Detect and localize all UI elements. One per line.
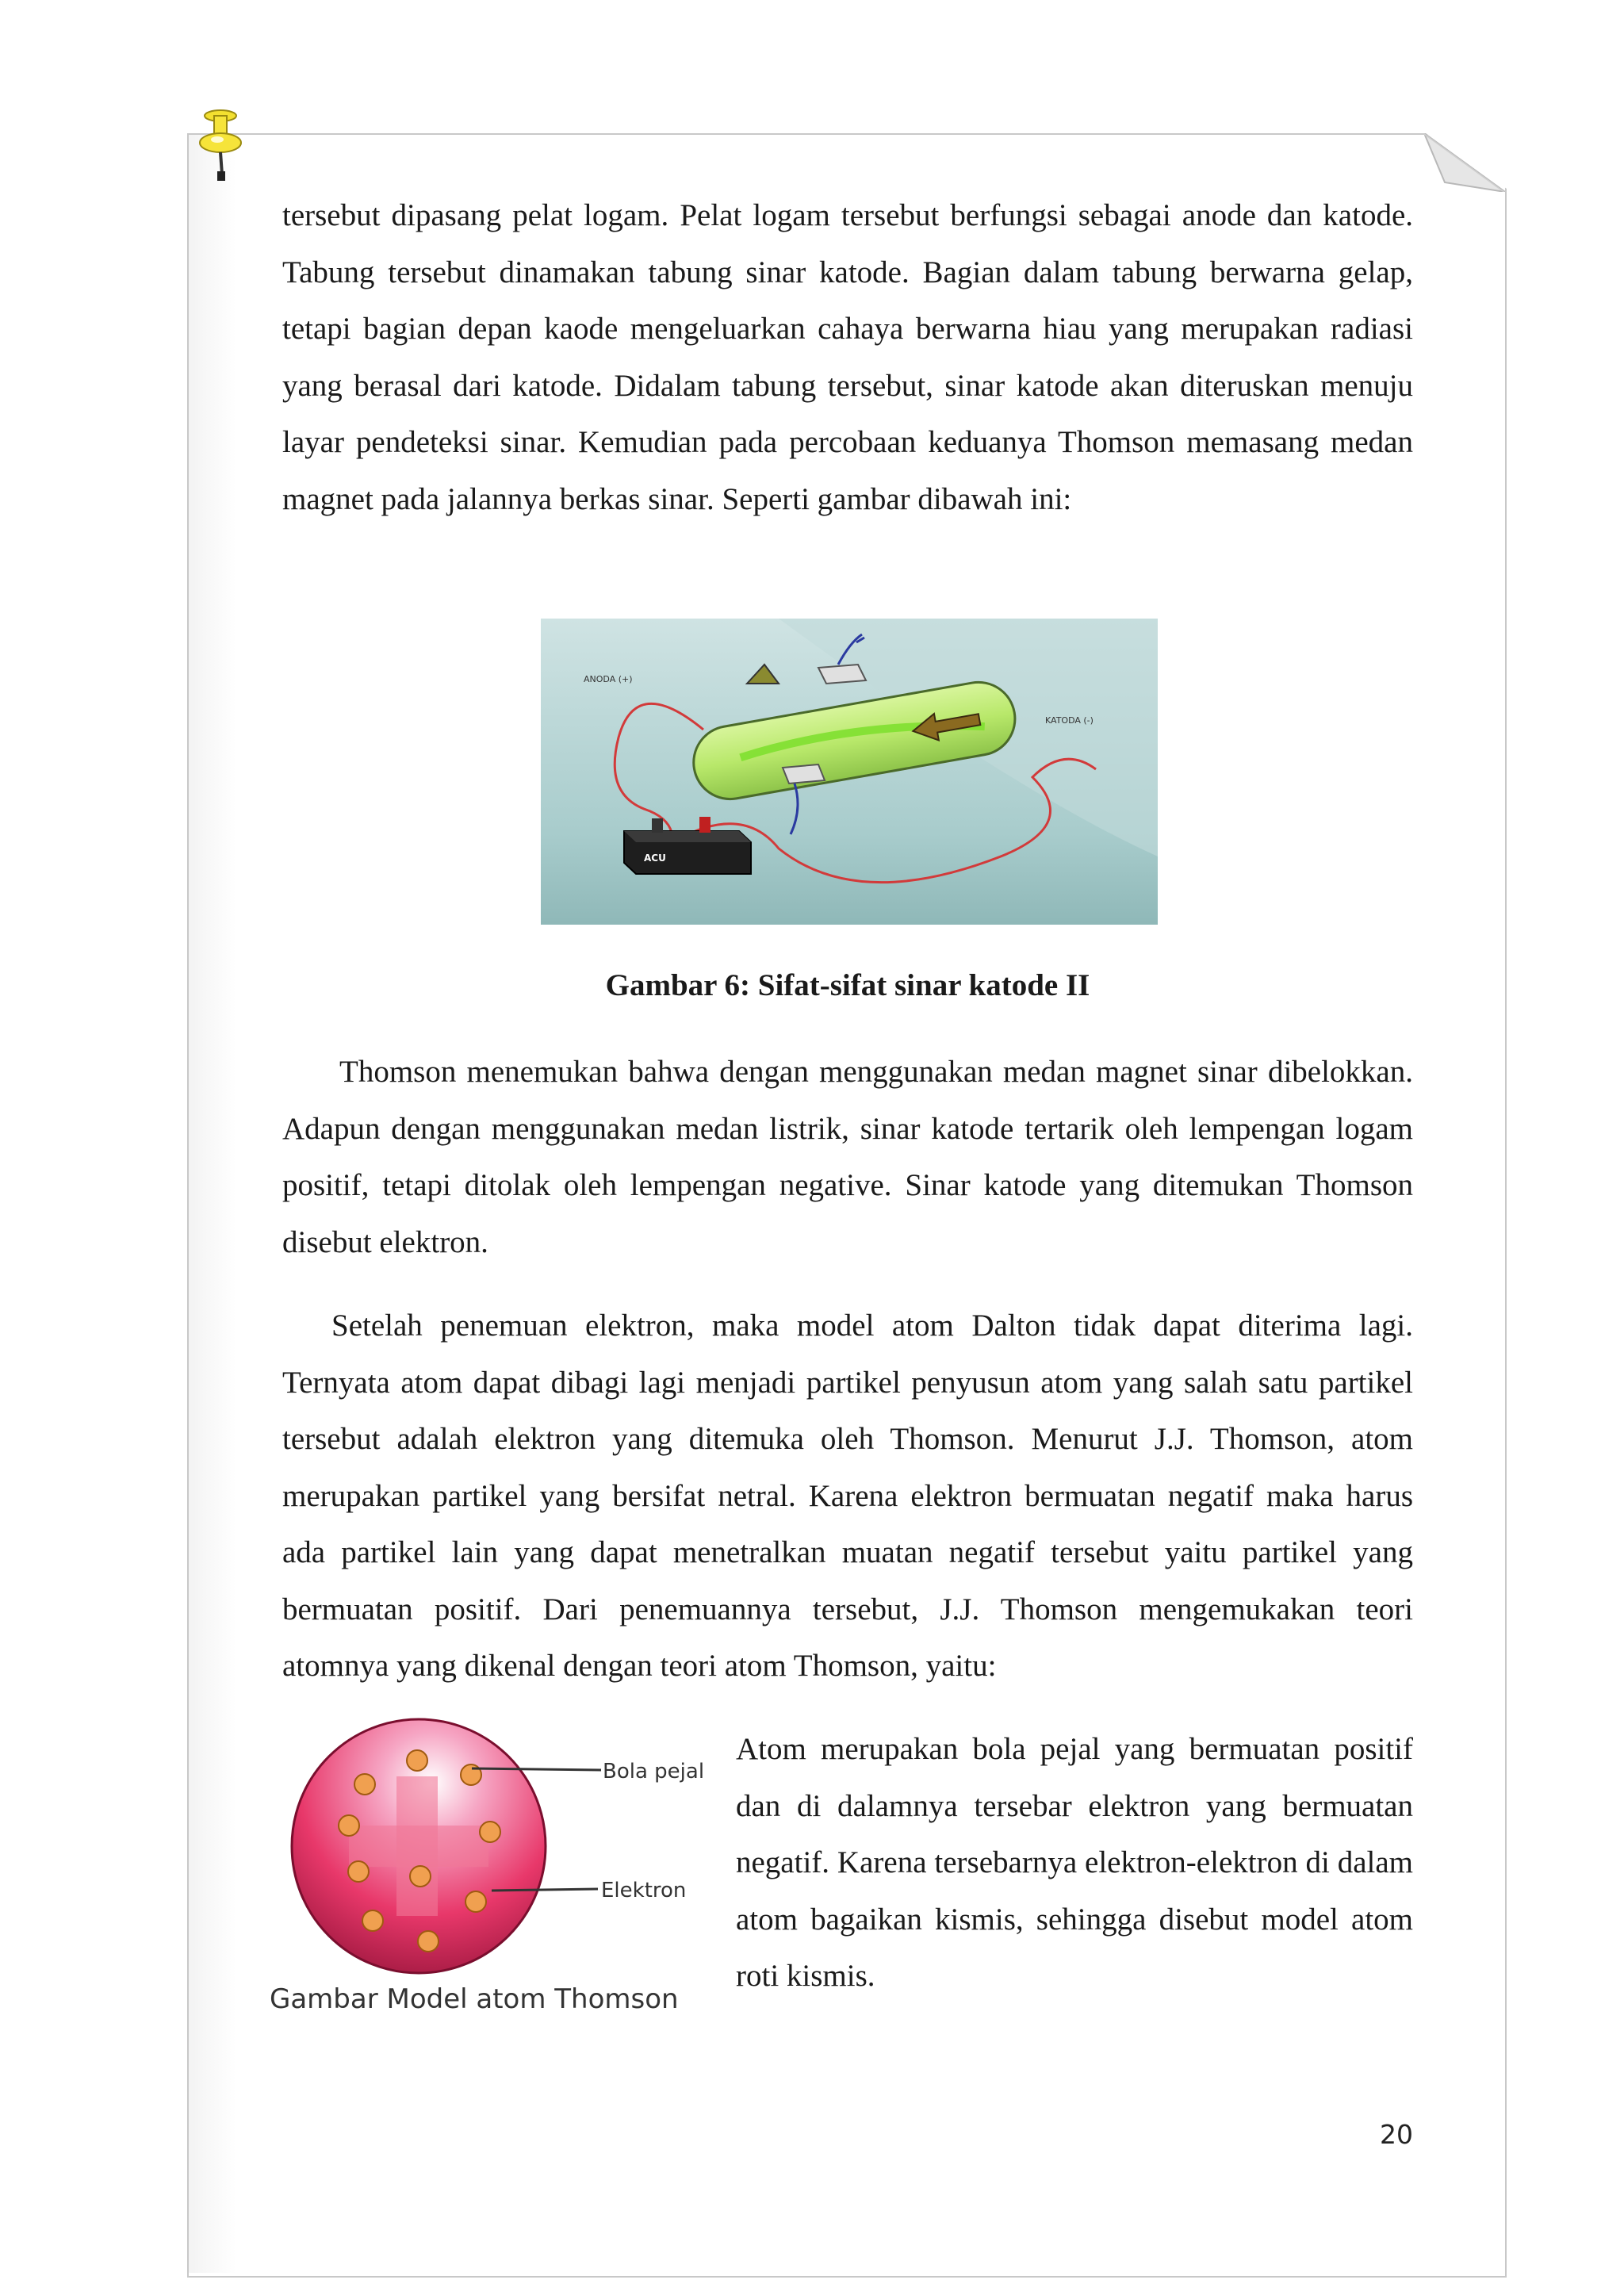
electron-label: Elektron	[601, 1879, 687, 1902]
paragraph-4: Atom merupakan bola pejal yang bermuatan positif dan di dalamnya tersebar elektron yang bermuatan negatif. Karena tersebarnya elektron-elektron di dalam atom bagaikan kismis, sehingga disebut model atom roti kismis.	[736, 1732, 1413, 1993]
anode-label: ANODA (+)	[584, 674, 633, 684]
paragraph-1: tersebut dipasang pelat logam. Pelat logam tersebut berfungsi sebagai anode dan katode. Tabung tersebut dinamakan tabung sinar katode. Bagian dalam tabung berwarna gelap, tetapi bagian depan kaode mengeluarkan cahaya berwarna hiau yang merupakan radiasi yang berasal dari katode. Didalam tabung tersebut, sinar katode akan diteruskan menuju layar pendeteksi sinar. Kemudian pada percobaan keduanya Thomson memasang medan magnet pada jalannya berkas sinar. Seperti gambar dibawah ini:	[282, 198, 1413, 516]
electron-pointer-line	[492, 1889, 598, 1891]
cathode-label: KATODA (-)	[1045, 715, 1094, 726]
sphere-label: Bola pejal	[603, 1760, 705, 1784]
paragraph-3: Setelah penemuan elektron, maka model atom Dalton tidak dapat diterima lagi. Ternyata atom dapat dibagi lagi menjadi partikel penyusun atom yang salah satu partikel tersebut adalah elektron yang ditemuka oleh Thomson. Menurut J.J. Thomson, atom merupakan partikel yang bersifat netral. Karena elektron bermuatan negatif maka harus ada partikel lain yang dapat menetralkan muatan negatif tersebut yaitu partikel yang bermuatan positif. Dari penemuannya tersebut, J.J. Thomson mengemukakan teori atomnya yang dikenal dengan teori atom Thomson, yaitu:	[282, 1308, 1413, 1683]
plus-sign-horizontal	[349, 1826, 488, 1867]
battery-terminal-black	[652, 818, 663, 833]
page-left-shading	[189, 135, 236, 2273]
battery-terminal-red	[699, 817, 710, 833]
page-curl-icon	[1424, 133, 1505, 192]
upper-plate-icon	[818, 665, 866, 684]
figure-2-caption: Gambar Model atom Thomson	[270, 1983, 679, 2015]
page-number: 20	[1380, 2119, 1413, 2150]
battery-label: ACU	[644, 852, 666, 864]
pushpin-icon	[198, 108, 246, 184]
cathode-ray-tube-figure	[541, 619, 1158, 925]
paragraph-2: Thomson menemukan bahwa dengan menggunakan medan magnet sinar dibelokkan. Adapun dengan menggunakan medan listrik, sinar katode tertarik oleh lempengan logam positif, tetapi ditolak oleh lempengan negative. Sinar katode yang ditemukan Thomson disebut elektron.	[282, 1055, 1413, 1259]
figure-1-caption: Gambar 6: Sifat-sifat sinar katode II	[605, 968, 1090, 1002]
thomson-atom-model-figure	[262, 1705, 737, 2038]
lower-plate-icon	[783, 764, 825, 784]
sphere-pointer-line	[472, 1768, 601, 1770]
